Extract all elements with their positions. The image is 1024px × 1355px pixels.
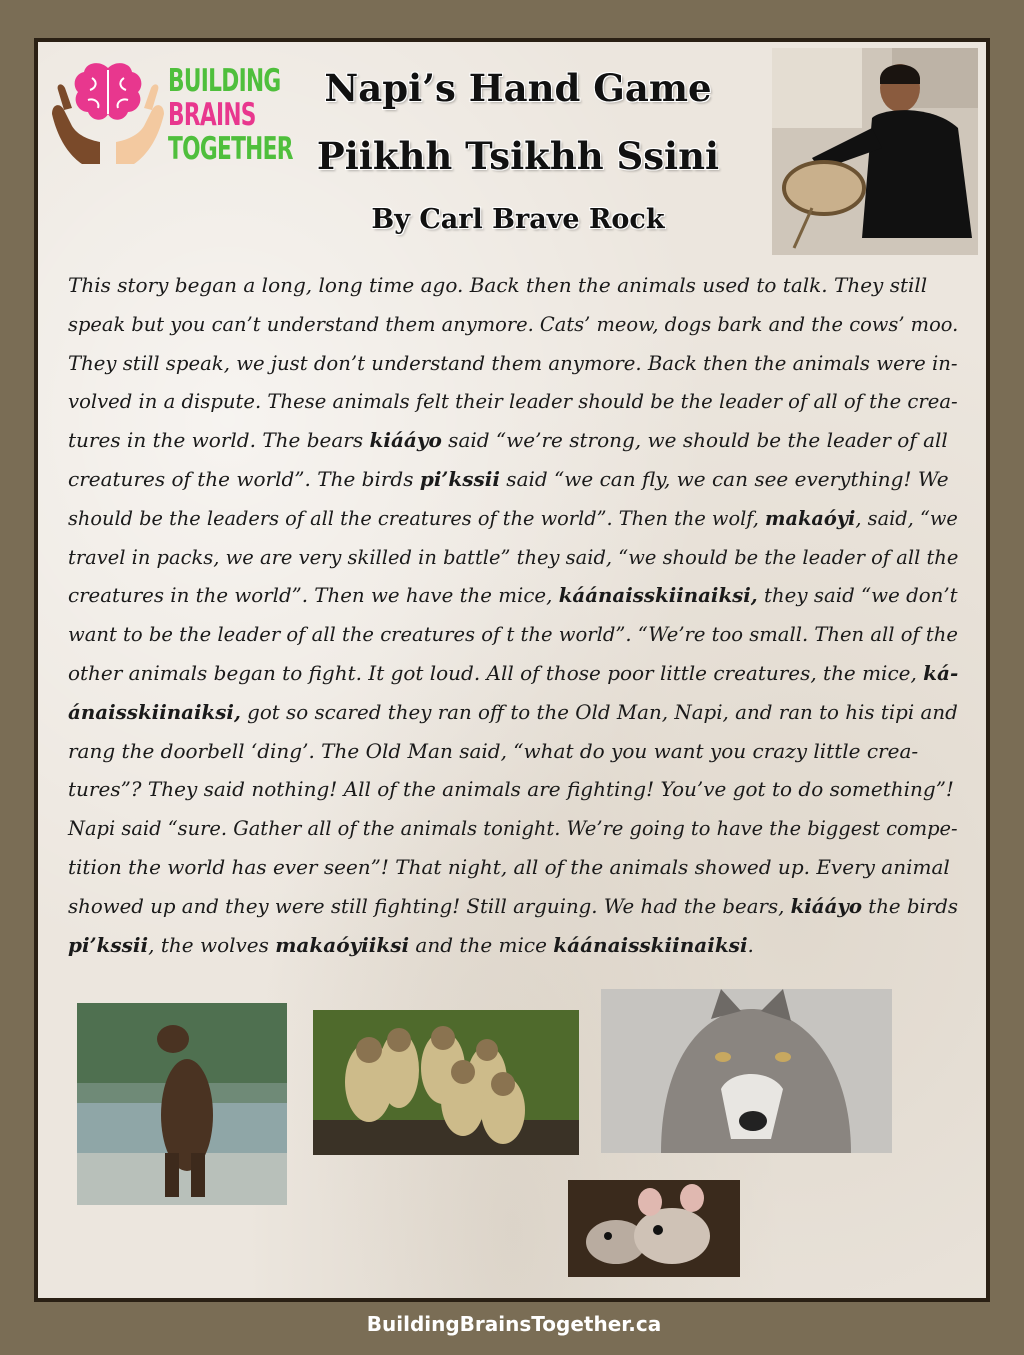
blackfoot-word: kiááyo — [369, 428, 442, 453]
logo-wordmark — [168, 63, 293, 167]
story-run: Napi said “sure. Gather all of the animals tonight. We’re going to have the biggest compe- — [68, 816, 958, 841]
story-run: showed up and they were still fighting! Still arguing. We had the bears, — [68, 893, 791, 918]
story-run: they said “we don’t — [757, 583, 958, 608]
story-run: tition the world has ever seen”! That night, all of the animals showed up. Every animal — [68, 854, 950, 879]
footer-website-link[interactable]: BuildingBrainsTogether.ca — [366, 1312, 662, 1336]
building-brains-together-logo[interactable] — [48, 56, 293, 168]
blackfoot-word: ánaisskiinaiksi, — [68, 699, 241, 724]
story-run: other animals began to fight. It got loud. All of those poor little creatures, the mice, — [68, 660, 924, 685]
story-line — [68, 305, 959, 344]
story-run: tures”? They said nothing! All of the animals are fighting! You’ve got to do something”! — [68, 777, 954, 802]
story-line — [68, 809, 958, 848]
story-line — [68, 344, 958, 383]
blackfoot-word: pi’kssii — [419, 466, 500, 491]
blackfoot-word: makaóyiiksi — [275, 932, 410, 957]
story-run: got so scared they ran off to the Old Man, Napi, and ran to his tipi and — [240, 699, 958, 724]
story-line — [68, 576, 958, 615]
author-byline: By Carl Brave Rock — [371, 204, 665, 235]
story-run: , said, “we — [855, 505, 958, 530]
story-run: creatures of the world”. The birds — [68, 466, 420, 491]
page-title: Napi’s Hand Game — [324, 66, 712, 110]
story-run: and the mice — [409, 932, 554, 957]
story-run: speak but you can’t understand them anymore. Cats’ meow, dogs bark and the cows’ moo. — [68, 311, 959, 336]
story-run: volved in a dispute. These animals felt their leader should be the leader of all of the crea- — [68, 389, 958, 414]
story-line — [68, 926, 958, 965]
bear-photo — [77, 1003, 287, 1205]
story-run: want to be the leader of all the creatures of t the world”. “We’re too small. Then all of the — [68, 622, 958, 647]
story-line — [68, 538, 959, 577]
story-line — [68, 382, 958, 421]
story-line — [68, 654, 957, 693]
logo-word-together: TOGETHER — [168, 131, 293, 167]
owls-photo — [313, 1010, 579, 1155]
logo-word-brains: BRAINS — [168, 97, 256, 133]
story-run: . — [747, 932, 754, 957]
story-line — [68, 421, 958, 460]
story-run: tures in the world. The bears — [68, 428, 370, 453]
brain-hands-icon — [48, 56, 168, 168]
story-text — [68, 266, 958, 964]
story-run: They still speak, we just don’t understand them anymore. Back then the animals were in- — [68, 350, 958, 375]
story-line — [68, 732, 958, 771]
story-line — [68, 848, 958, 887]
page-subtitle: Piikhh Tsikhh Ssini — [316, 134, 720, 178]
story-run: should be the leaders of all the creatures of the world”. Then the wolf, — [68, 505, 766, 530]
logo-word-building: BUILDING — [168, 63, 281, 99]
story-run: the birds — [861, 893, 958, 918]
story-line — [68, 615, 958, 654]
mice-photo — [568, 1180, 740, 1277]
blackfoot-word: ká- — [923, 660, 959, 685]
blackfoot-word: káánaisskiinaiksi — [553, 932, 748, 957]
story-line — [68, 460, 958, 499]
storyteller-photo — [772, 48, 978, 255]
blackfoot-word: kiááyo — [790, 893, 862, 918]
wolf-photo — [601, 989, 892, 1153]
story-run: said “we can fly, we can see everything! We — [499, 466, 949, 491]
story-line — [68, 266, 958, 305]
story-line — [68, 770, 958, 809]
story-run: travel in packs, we are very skilled in battle” they said, “we should be the leader of all the — [68, 544, 959, 569]
story-run: This story began a long, long time ago. Back then the animals used to talk. They still — [68, 273, 928, 297]
blackfoot-word: makaóyi — [765, 505, 856, 530]
story-run: said “we’re strong, we should be the leader of all — [441, 428, 948, 453]
story-line — [68, 887, 958, 926]
story-run: creatures in the world”. Then we have the mice, — [68, 583, 559, 608]
story-run: rang the doorbell ‘ding’. The Old Man said, “what do you want you crazy little crea- — [68, 738, 919, 763]
story-line — [68, 693, 958, 732]
blackfoot-word: káánaisskiinaiksi, — [558, 583, 758, 608]
story-line — [68, 499, 958, 538]
story-run: , the wolves — [148, 932, 276, 957]
page-frame — [34, 38, 990, 1302]
blackfoot-word: pi’kssii — [68, 932, 149, 957]
